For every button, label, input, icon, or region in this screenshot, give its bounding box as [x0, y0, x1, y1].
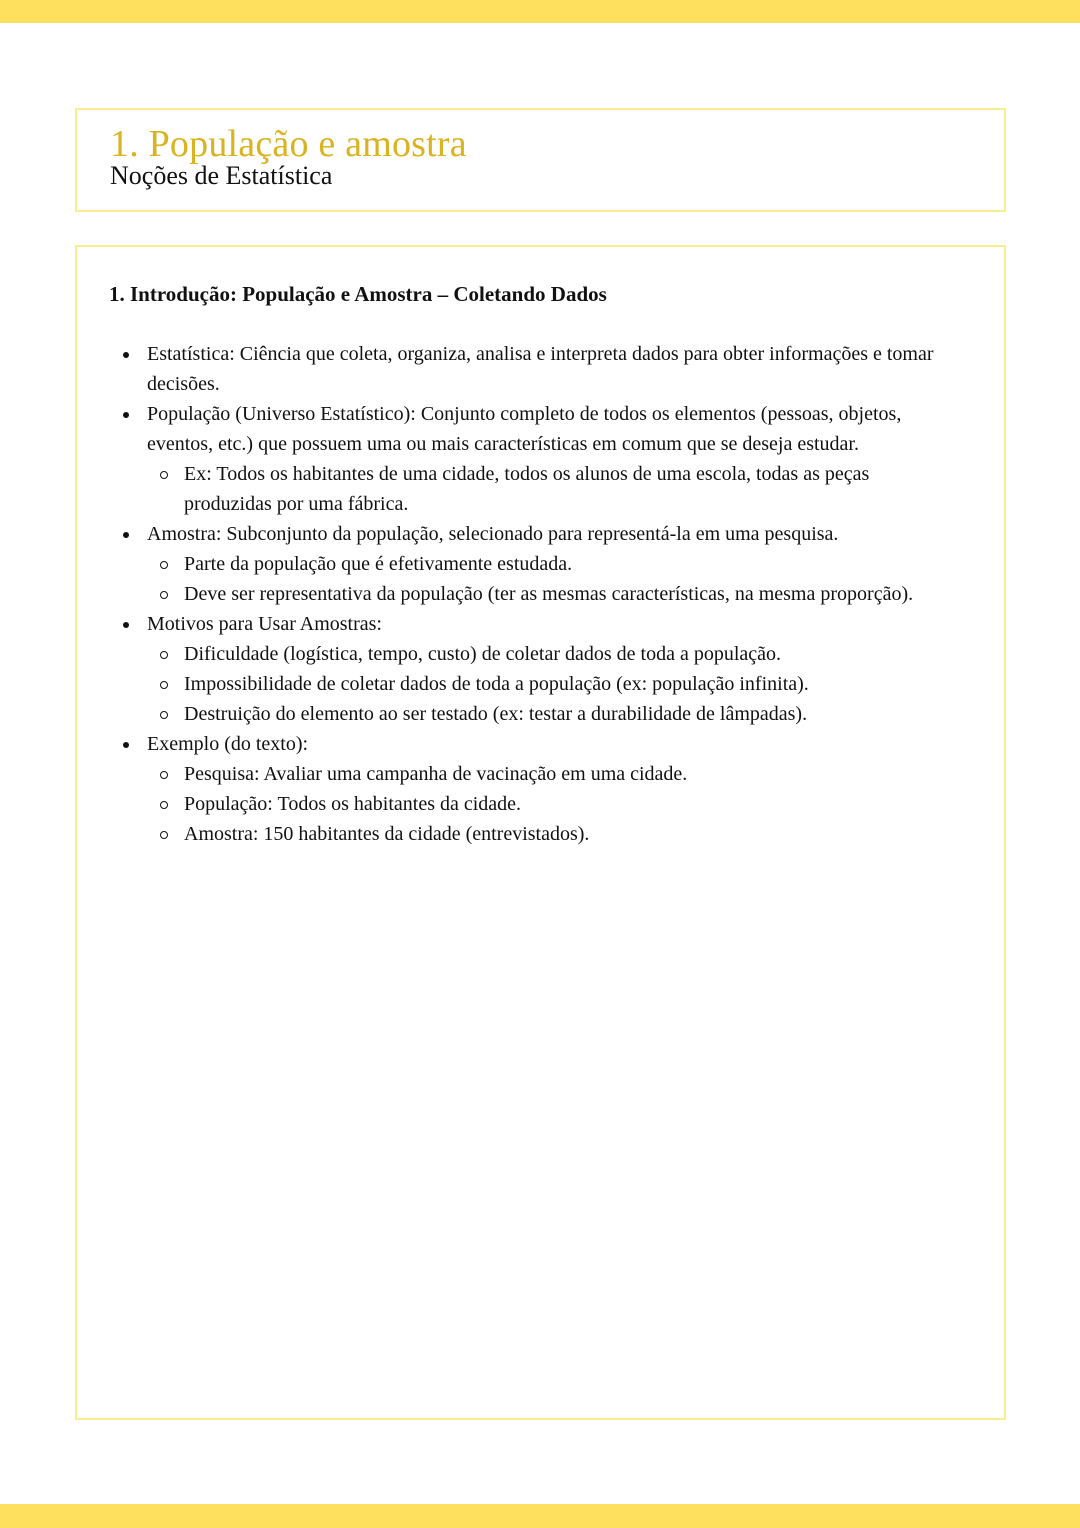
- bullet-list: [109, 339, 959, 849]
- sub-list-item: [184, 669, 959, 699]
- sub-list-item-text: Ex: Todos os habitantes de uma cidade, todos os alunos de uma escola, todas as peças produzidas por uma fábrica.: [184, 463, 870, 515]
- list-item-text: Motivos para Usar Amostras:: [147, 613, 382, 635]
- list-item-text: Estatística: Ciência que coleta, organiza, analisa e interpreta dados para obter informações e tomar decisões.: [147, 343, 934, 395]
- bullet-circle-icon: [160, 591, 168, 599]
- bullet-circle-icon: [160, 561, 168, 569]
- content-section: [75, 245, 1006, 1420]
- bullet-circle-icon: [160, 471, 168, 479]
- bullet-circle-icon: [160, 711, 168, 719]
- sub-list-item: [184, 459, 959, 519]
- sub-list-item: [184, 699, 959, 729]
- list-item-text: Amostra: Subconjunto da população, selecionado para representá-la em uma pesquisa.: [147, 523, 839, 545]
- sub-list: [147, 639, 959, 729]
- bottom-accent-bar: [0, 1504, 1080, 1528]
- sub-list-item: [184, 819, 959, 849]
- bullet-circle-icon: [160, 831, 168, 839]
- sub-list-item-text: População: Todos os habitantes da cidade.: [184, 793, 522, 815]
- section-heading: 1. Introdução: População e Amostra – Coletando Dados: [109, 282, 607, 306]
- bullet-disc-icon: [123, 352, 129, 358]
- page-header: [75, 108, 1006, 212]
- sub-list-item-text: Pesquisa: Avaliar uma campanha de vacinação em uma cidade.: [184, 763, 688, 785]
- sub-list-item-text: Parte da população que é efetivamente estudada.: [184, 553, 573, 575]
- sub-list-item-text: Destruição do elemento ao ser testado (ex: testar a durabilidade de lâmpadas).: [184, 703, 808, 725]
- sub-list-item-text: Amostra: 150 habitantes da cidade (entrevistados).: [184, 823, 590, 845]
- sub-list-item-text: Impossibilidade de coletar dados de toda a população (ex: população infinita).: [184, 673, 809, 695]
- bullet-disc-icon: [123, 622, 129, 628]
- sub-list-item: [184, 549, 959, 579]
- bullet-circle-icon: [160, 771, 168, 779]
- sub-list-item: [184, 639, 959, 669]
- bullet-disc-icon: [123, 412, 129, 418]
- list-item-estatistica: [147, 339, 959, 399]
- sub-list: [147, 549, 959, 609]
- list-item-text: Exemplo (do texto):: [147, 733, 309, 755]
- list-item-amostra: [147, 519, 959, 609]
- list-item-exemplo: [147, 729, 959, 849]
- sub-list: [147, 759, 959, 849]
- sub-list-item-text: Dificuldade (logística, tempo, custo) de coletar dados de toda a população.: [184, 643, 782, 665]
- list-item-motivos: [147, 609, 959, 729]
- list-item-populacao: [147, 399, 959, 519]
- sub-list: [147, 459, 959, 519]
- sub-list-item: [184, 759, 959, 789]
- bullet-disc-icon: [123, 532, 129, 538]
- bullet-circle-icon: [160, 651, 168, 659]
- page-subtitle: Noções de Estatística: [110, 161, 333, 190]
- sub-list-item: [184, 789, 959, 819]
- sub-list-item-text: Deve ser representativa da população (ter as mesmas características, na mesma proporção).: [184, 583, 914, 605]
- sub-list-item: [184, 579, 959, 609]
- bullet-circle-icon: [160, 801, 168, 809]
- bullet-disc-icon: [123, 742, 129, 748]
- list-item-text: População (Universo Estatístico): Conjunto completo de todos os elementos (pessoas, objetos, eventos, etc.) que possuem uma ou mais características em comum que se deseja estudar.: [147, 403, 902, 455]
- top-accent-bar: [0, 0, 1080, 23]
- page-title: 1. População e amostra: [110, 123, 467, 165]
- bullet-circle-icon: [160, 681, 168, 689]
